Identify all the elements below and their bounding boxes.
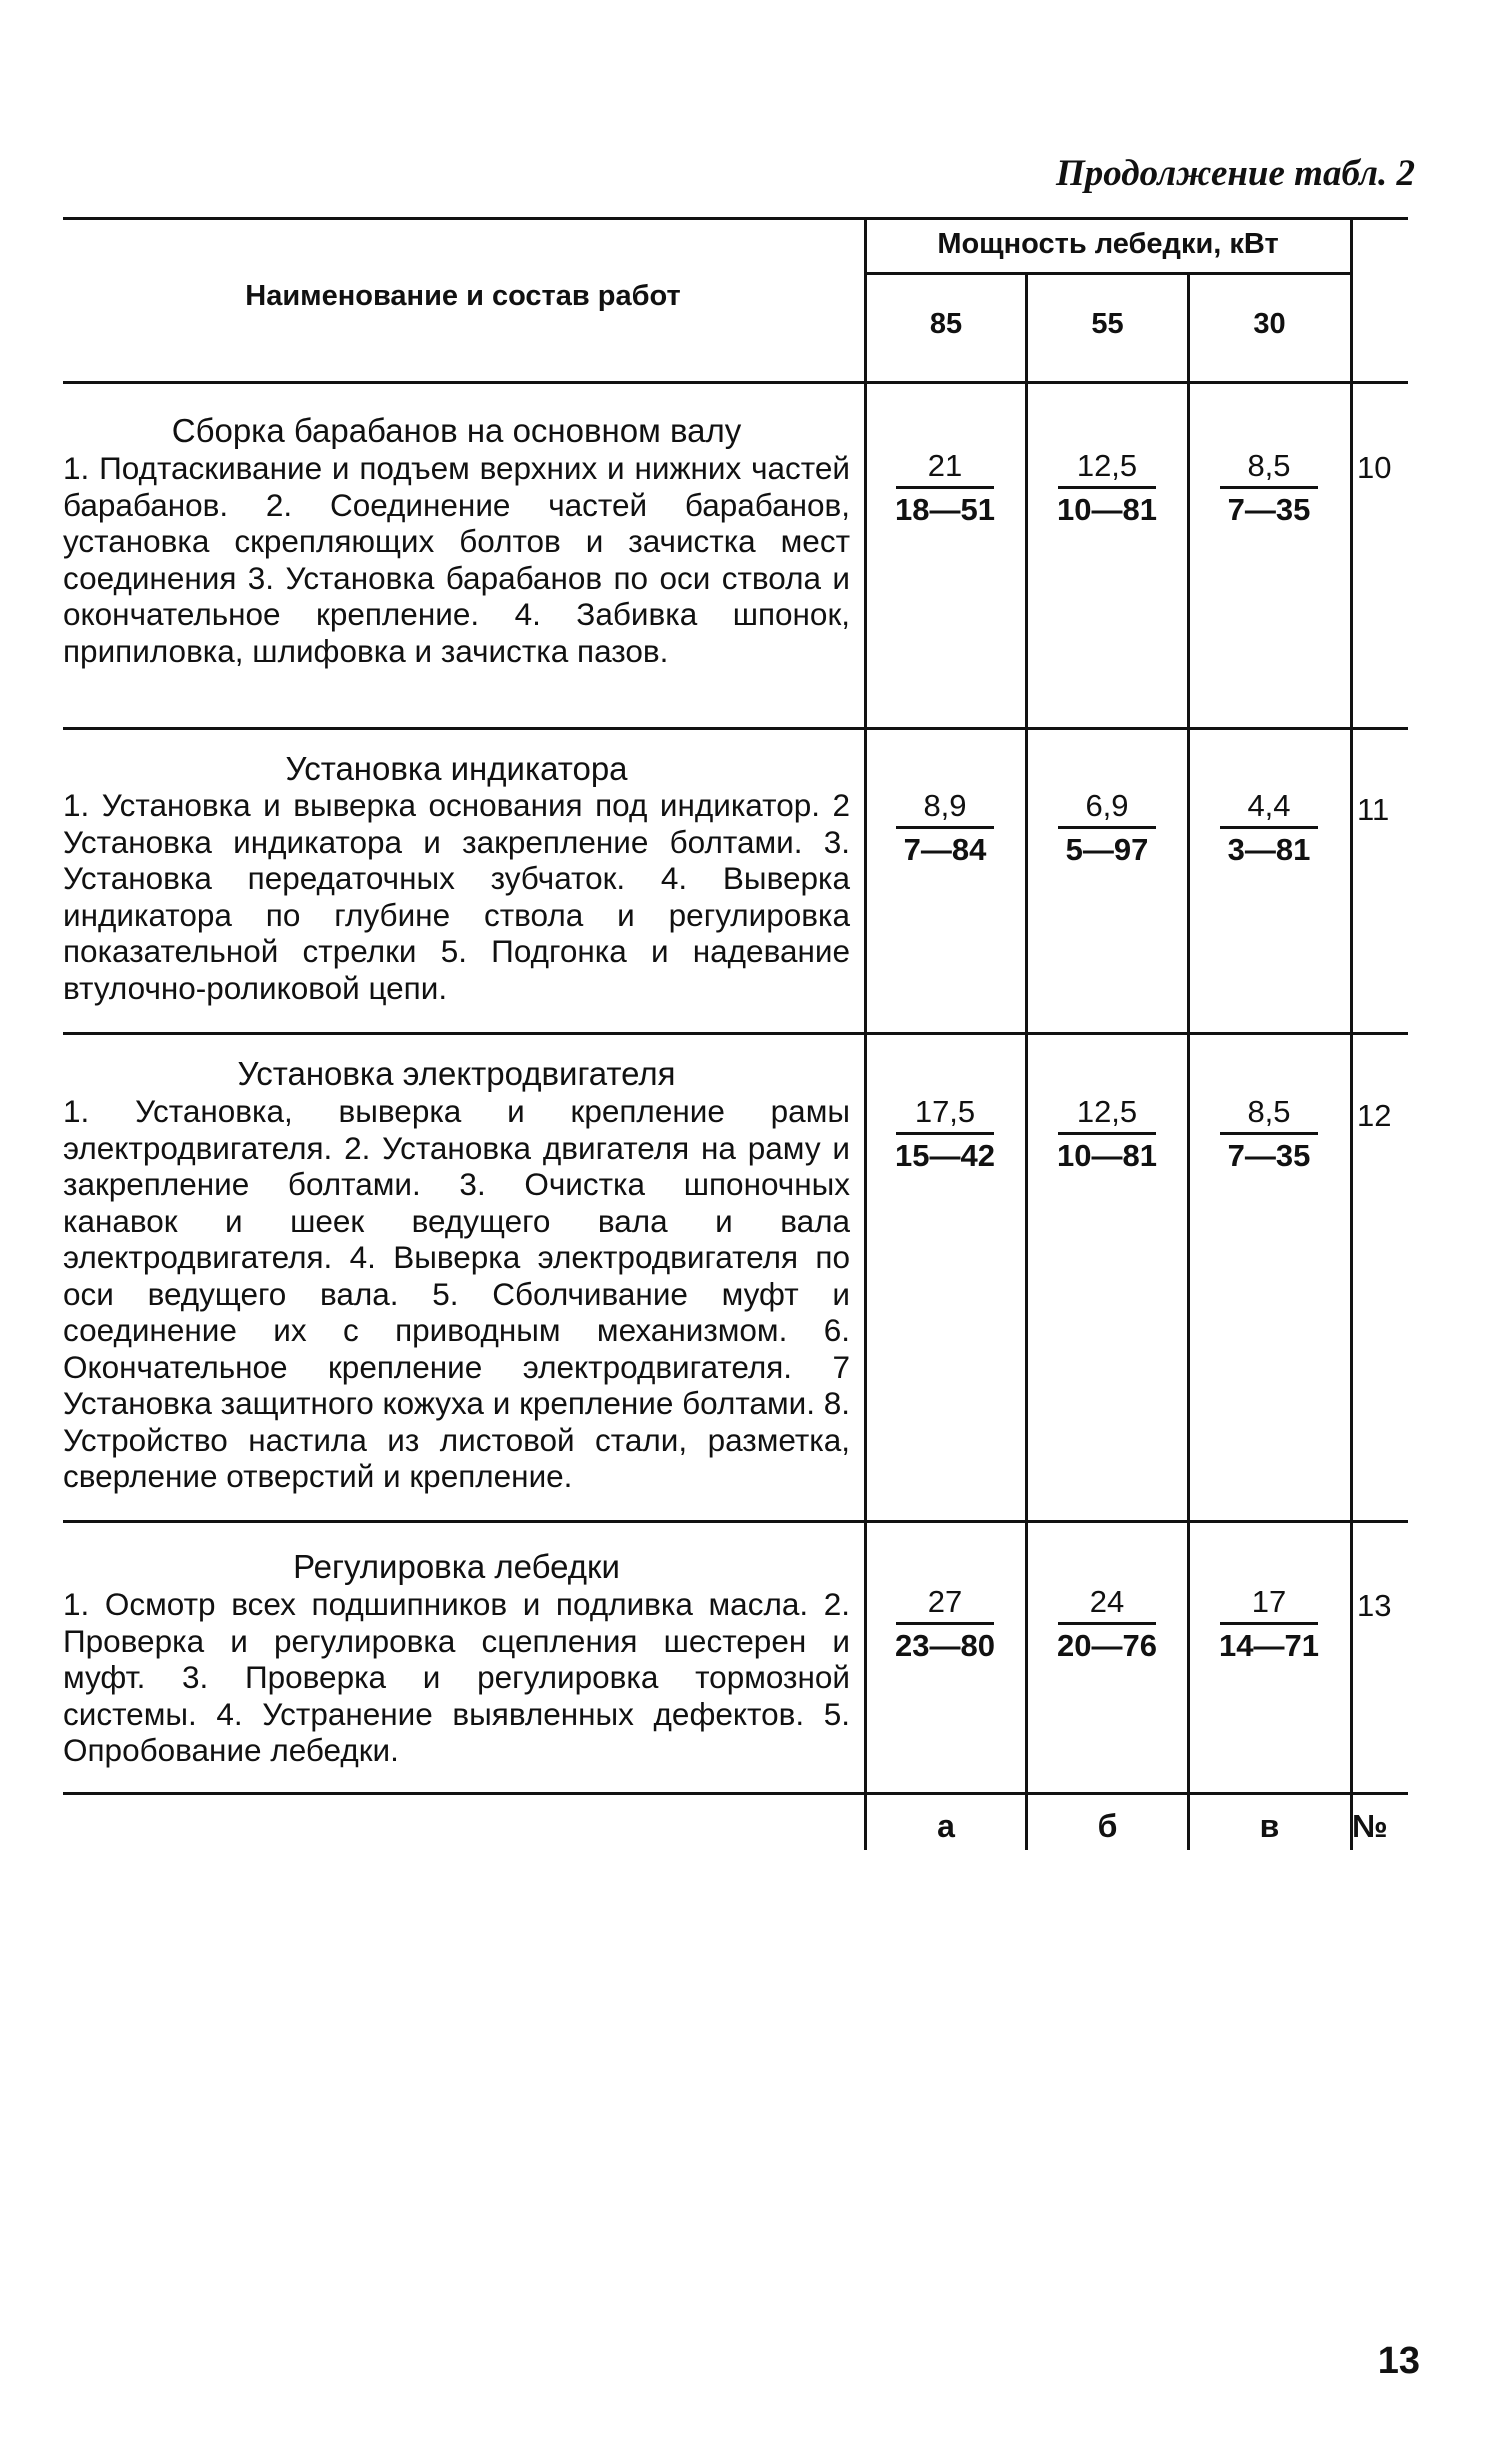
norm-fraction bbox=[880, 786, 1010, 869]
row-title: Сборка барабанов на основном валу bbox=[171, 412, 742, 449]
column-divider bbox=[1187, 273, 1190, 1850]
norm-fraction bbox=[1204, 1092, 1334, 1175]
header-power-55: 55 bbox=[1091, 308, 1124, 340]
row-title: Установка индикатора bbox=[285, 750, 628, 787]
norm-fraction bbox=[880, 1092, 1010, 1175]
norm-time: 8,5 bbox=[1247, 448, 1291, 483]
norm-fraction bbox=[1042, 446, 1172, 529]
norm-time: 12,5 bbox=[1076, 448, 1138, 483]
norm-fraction bbox=[880, 1582, 1010, 1665]
row-separator bbox=[63, 727, 1408, 730]
table-top-rule bbox=[63, 217, 1408, 220]
norm-time: 17,5 bbox=[914, 1094, 976, 1129]
norm-fraction bbox=[1042, 1092, 1172, 1175]
norm-time: 12,5 bbox=[1076, 1094, 1138, 1129]
row-description: 1. Осмотр всех подшипников и подливка масла. 2. Проверка и регулировка сцепления шестерен и муфт. 3. Проверка и регулировка тормозной системы. 4. Устранение выявленных дефектов. 5. Опробование лебедки. bbox=[63, 1586, 850, 1768]
row-title: Установка электродвигателя bbox=[237, 1055, 676, 1092]
norm-cost: 7—84 bbox=[903, 832, 987, 867]
norm-time: 8,9 bbox=[923, 788, 967, 823]
norm-cost: 7—35 bbox=[1227, 1138, 1311, 1173]
column-divider bbox=[1025, 273, 1028, 1850]
norm-cost: 15—42 bbox=[895, 1138, 995, 1173]
column-divider bbox=[864, 217, 867, 1850]
row-description: 1. Подтаскивание и подъем верхних и нижних частей барабанов. 2. Соединение частей барабанов, установка скрепляющих болтов и зачистка мест соединения 3. Установка барабанов по оси ствола и окончательное крепление. 4. Забивка шпонок, припиловка, шлифовка и зачистка пазов. bbox=[63, 450, 850, 669]
norm-time: 8,5 bbox=[1247, 1094, 1291, 1129]
row-description: 1. Установка и выверка основания под индикатор. 2 Установка индикатора и закрепление болтами. 3. Установка передаточных зубчаток. 4. Выверка индикатора по глубине ствола и регулировка показательной стрелки 5. Подгонка и надевание втулочно-роликовой цепи. bbox=[63, 787, 850, 1006]
number-sign: № bbox=[1352, 1808, 1388, 1844]
header-power-85: 85 bbox=[929, 308, 963, 340]
norm-fraction bbox=[1042, 1582, 1172, 1665]
norm-cost: 20—76 bbox=[1057, 1628, 1157, 1663]
header-power-30: 30 bbox=[1253, 308, 1286, 340]
norm-cost: 7—35 bbox=[1227, 492, 1311, 527]
norm-cost: 5—97 bbox=[1065, 832, 1149, 867]
norm-cost: 23—80 bbox=[895, 1628, 995, 1663]
norm-time: 4,4 bbox=[1247, 788, 1291, 823]
table-bottom-rule bbox=[63, 1792, 1408, 1795]
norm-fraction bbox=[1204, 786, 1334, 869]
norm-cost: 14—71 bbox=[1219, 1628, 1319, 1663]
table-continuation-caption: Продолжение табл. 2 bbox=[1056, 153, 1415, 194]
row-number: 11 bbox=[1357, 792, 1390, 827]
norm-fraction bbox=[1204, 446, 1334, 529]
row-description: 1. Установка, выверка и крепление рамы электродвигателя. 2. Установка двигателя на раму и закрепление болтами. 3. Очистка шпоночных канавок и шеек ведущего вала и вала электродвигателя. 4. Выверка электродвигателя по оси ведущего вала. 5. Сболчивание муфт и соединение их с приводным механизмом. 6. Окончательное крепление электродвигателя. 7 Установка защитного кожуха и крепление болтами. 8. Устройство настила из листовой стали, разметка, сверление отверстий и крепление. bbox=[63, 1093, 850, 1494]
norm-time: 24 bbox=[1089, 1584, 1125, 1619]
norm-cost: 18—51 bbox=[895, 492, 995, 527]
column-letter-a: а bbox=[937, 1808, 955, 1844]
norm-time: 6,9 bbox=[1085, 788, 1129, 823]
norm-cost: 10—81 bbox=[1057, 492, 1157, 527]
norm-cost: 3—81 bbox=[1227, 832, 1311, 867]
row-separator bbox=[63, 1032, 1408, 1035]
header-power-group: Мощность лебедки, кВт bbox=[937, 228, 1279, 260]
norm-time: 17 bbox=[1251, 1584, 1287, 1619]
norm-time: 27 bbox=[927, 1584, 963, 1619]
row-number: 12 bbox=[1357, 1098, 1392, 1133]
page-number: 13 bbox=[1377, 2340, 1420, 2382]
power-group-underline bbox=[864, 272, 1352, 275]
norm-fraction bbox=[1042, 786, 1172, 869]
norm-time: 21 bbox=[927, 448, 963, 483]
column-divider bbox=[1350, 217, 1353, 1850]
column-letter-b: б bbox=[1097, 1808, 1118, 1844]
norm-cost: 10—81 bbox=[1057, 1138, 1157, 1173]
row-number: 10 bbox=[1357, 450, 1392, 485]
norm-fraction bbox=[880, 446, 1010, 529]
norm-fraction bbox=[1204, 1582, 1334, 1665]
row-title: Регулировка лебедки bbox=[293, 1548, 620, 1585]
row-separator bbox=[63, 1520, 1408, 1523]
row-number: 13 bbox=[1357, 1588, 1392, 1623]
header-name-column: Наименование и состав работ bbox=[245, 280, 681, 312]
header-bottom-rule bbox=[63, 381, 1408, 384]
column-letter-v: в bbox=[1259, 1808, 1280, 1844]
